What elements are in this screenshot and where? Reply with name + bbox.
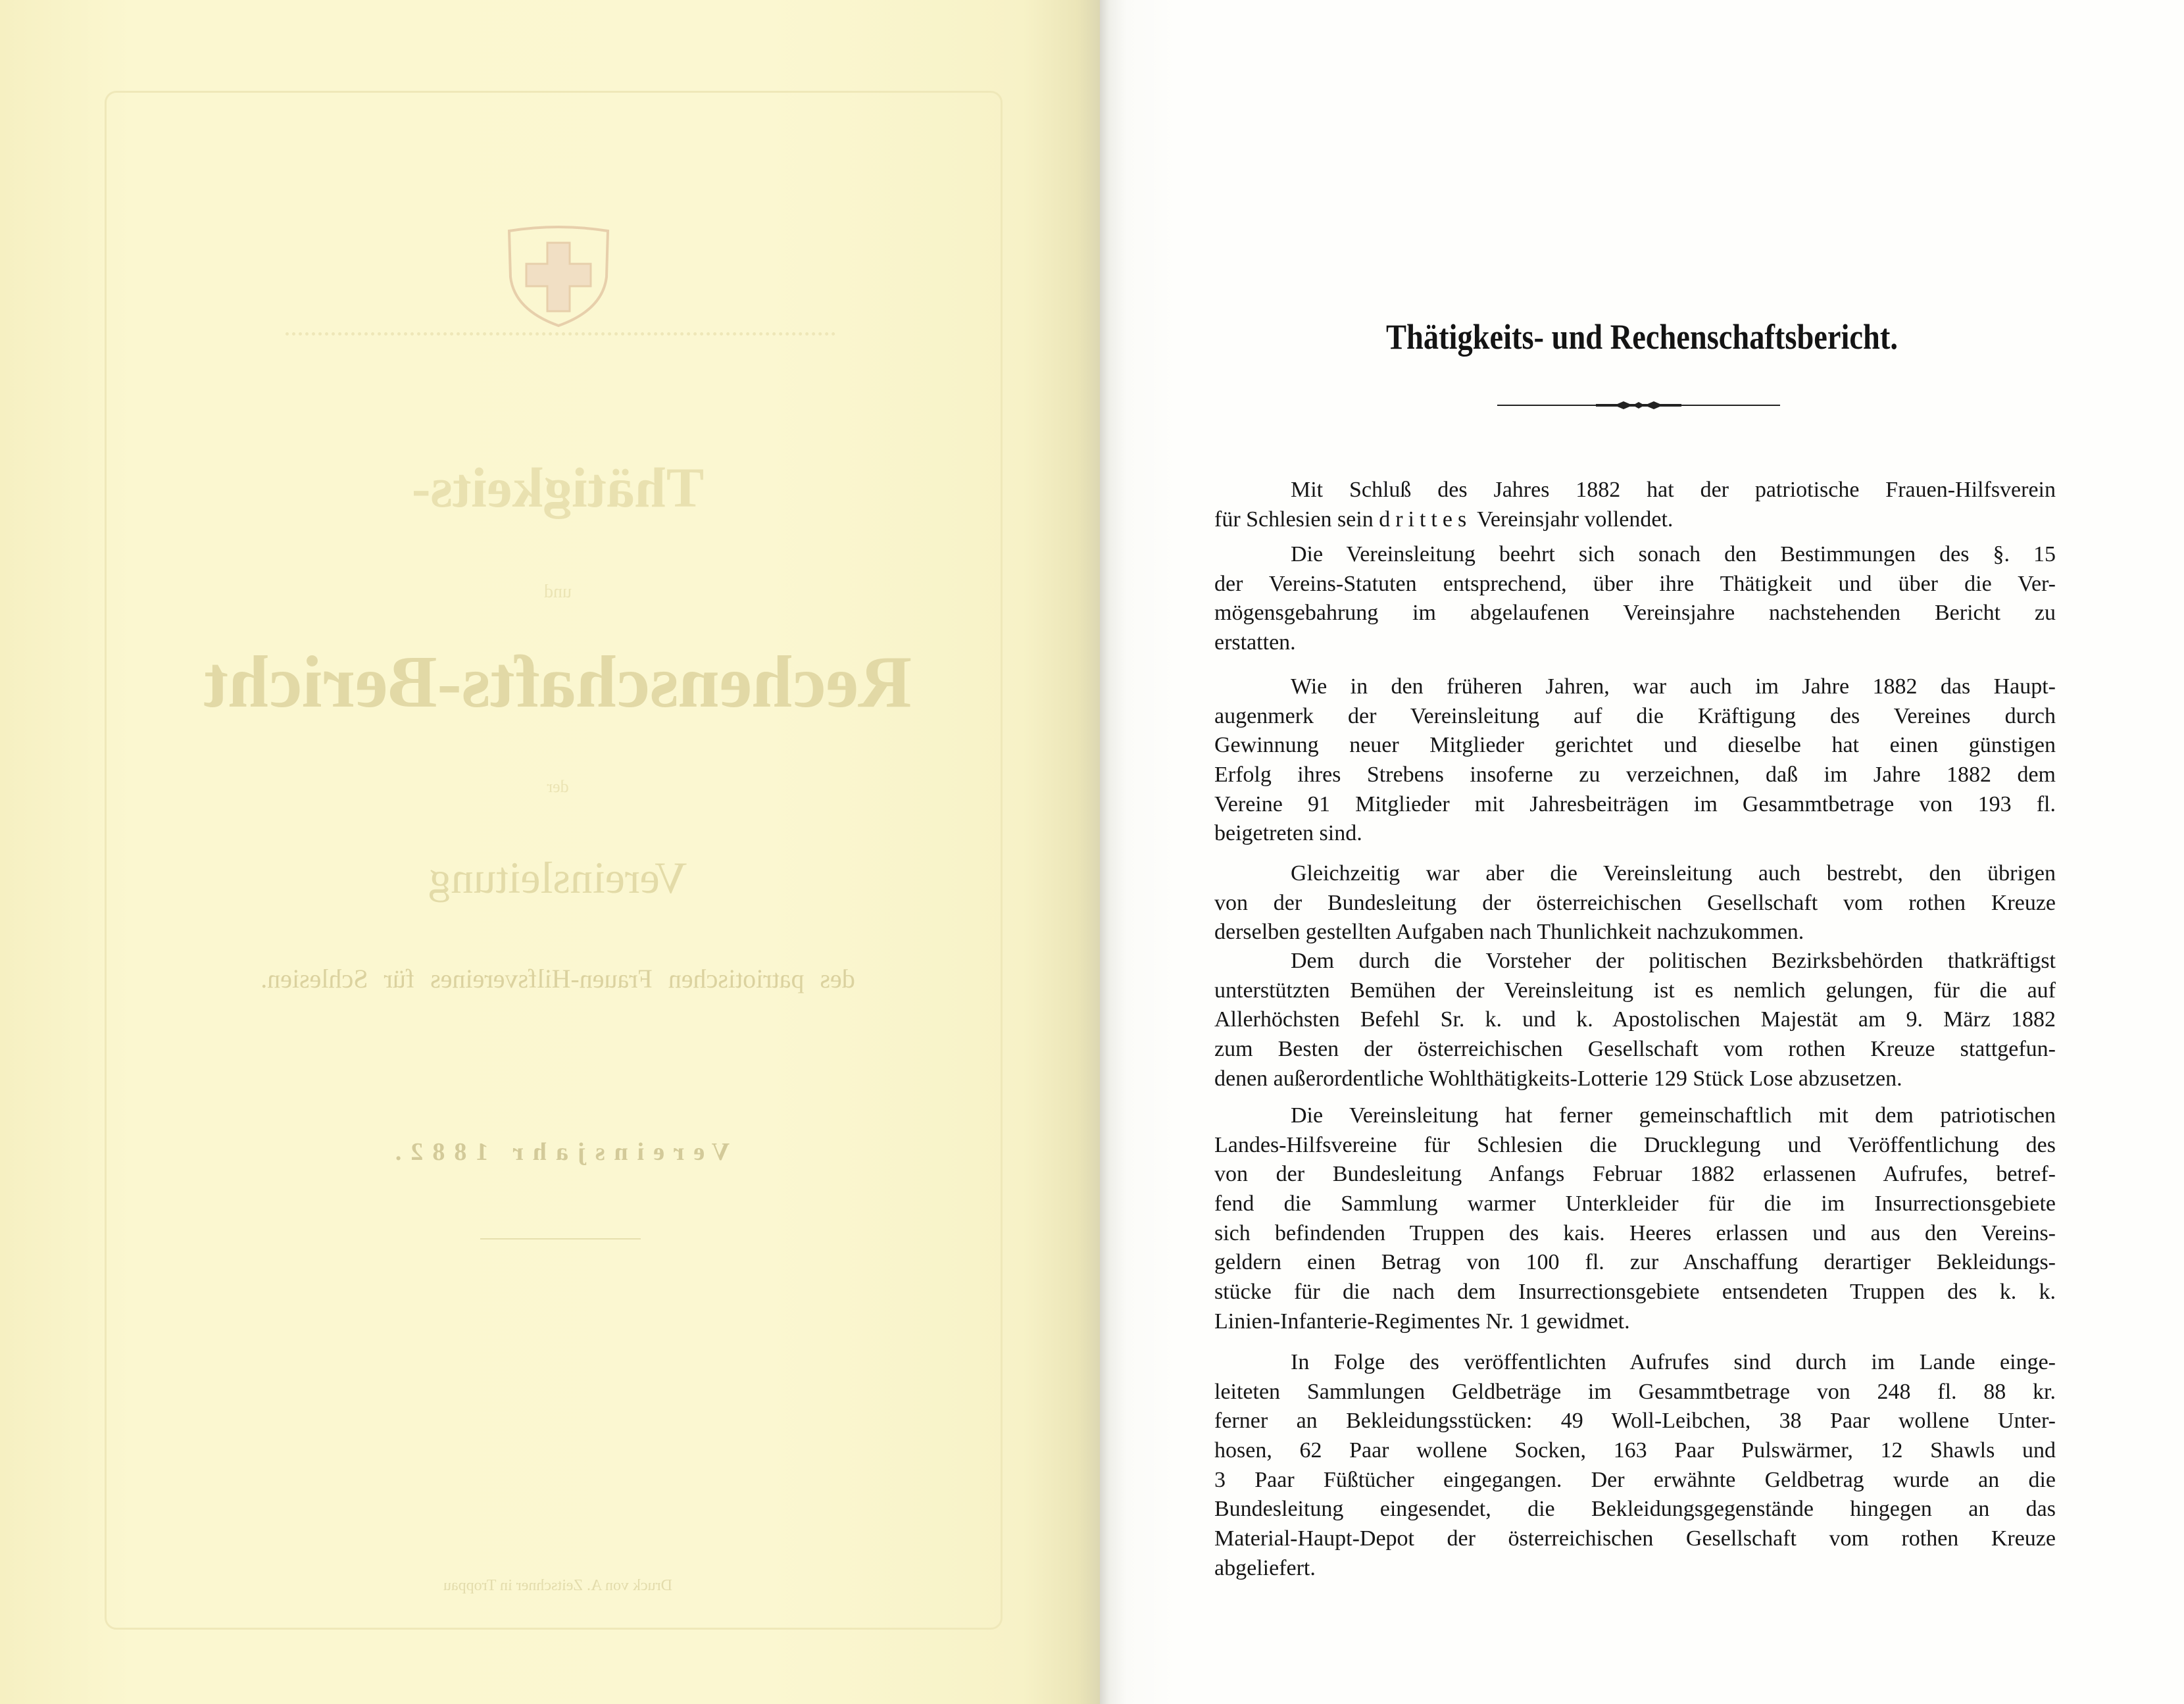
- faint-dotted-rule: [285, 332, 835, 336]
- text-line: derselben gestellten Aufgaben nach Thunlichkeit nachzukommen.: [1214, 920, 1804, 945]
- text-line: leiteten Sammlungen Geldbeträge im Gesammtbetrage von 248 fl. 88 kr.: [1214, 1379, 2056, 1404]
- text-line: fend die Sammlung warmer Unterkleider für die im Insurrectionsgebiete: [1214, 1191, 2056, 1216]
- page-title: Thätigkeits- und Rechenschaftsbericht.: [1386, 317, 1898, 357]
- text-line: sich befindenden Truppen des kais. Heeres erlassen und aus den Vereins-: [1214, 1220, 2056, 1245]
- text-line: augenmerk der Vereinsleitung auf die Kräftigung des Vereines durch: [1214, 703, 2056, 728]
- text-line: Landes-Hilfsvereine für Schlesien die Drucklegung und Veröffentlichung des: [1214, 1132, 2056, 1157]
- text-line: Dem durch die Vorsteher der politischen Bezirksbehörden thatkräftigst: [1291, 949, 2056, 973]
- text-line: Gewinnung neuer Mitglieder gerichtet und dieselbe hat einen günstigen: [1214, 733, 2056, 758]
- text-line: geldern einen Betrag von 100 fl. zur Anschaffung derartiger Bekleidungs-: [1214, 1250, 2056, 1275]
- showthrough-line-vereinsjahr: Vereinsjahr 1882.: [385, 1138, 730, 1166]
- text-line: Die Vereinsleitung beehrt sich sonach den Bestimmungen des §. 15: [1291, 542, 2056, 566]
- text-line: erstatten.: [1214, 630, 1296, 655]
- text-line: Material-Haupt-Depot der österreichischen Gesellschaft vom rothen Kreuze: [1214, 1526, 2056, 1551]
- text-line: stücke für die nach dem Insurrectionsgebiete entsendeten Truppen des k. k.: [1214, 1280, 2056, 1305]
- text-line: hosen, 62 Paar wollene Socken, 163 Paar Pulswärmer, 12 Shawls und: [1214, 1438, 2056, 1463]
- paragraph-5: [1214, 947, 2056, 1093]
- emphasized-word: drittes: [1379, 507, 1472, 532]
- showthrough-imprint: Druck von A. Zeitschner in Troppau: [443, 1577, 672, 1594]
- text-line: denen außerordentliche Wohlthätigkeits-Lotterie 129 Stück Lose abzusetzen.: [1214, 1066, 1902, 1091]
- showthrough-line-bericht: Rechenschafts-Bericht: [203, 641, 912, 723]
- text-line: Mit Schluß des Jahres 1882 hat der patriotische Frauen-Hilfsverein: [1291, 478, 2056, 502]
- showthrough-line-der: der: [547, 777, 569, 796]
- text-line: der Vereins-Statuten entsprechend, über ihre Thätigkeit und über die Ver-: [1214, 571, 2056, 596]
- text-line: abgeliefert.: [1214, 1555, 1316, 1580]
- text-line: Linien-Infanterie-Regimentes Nr. 1 gewidmet.: [1214, 1309, 1630, 1334]
- text-segment: für Schlesien sein: [1214, 507, 1379, 532]
- text-line: Gleichzeitig war aber die Vereinsleitung auch bestrebt, den übrigen: [1291, 861, 2056, 886]
- paragraph-6: [1214, 1101, 2056, 1337]
- right-page-text: [1100, 0, 2184, 1704]
- cross-shape: [526, 243, 591, 311]
- paragraph-3: [1214, 672, 2056, 849]
- text-line: ferner an Bekleidungsstücken: 49 Woll-Leibchen, 38 Paar wollene Unter-: [1214, 1409, 2056, 1434]
- paragraph-7: [1214, 1348, 2056, 1584]
- text-line: [1214, 505, 2056, 535]
- text-line: Die Vereinsleitung hat ferner gemeinschaftlich mit dem patriotischen: [1291, 1103, 2056, 1128]
- text-line: zum Besten der österreichischen Gesellschaft vom rothen Kreuze stattgefun-: [1214, 1037, 2056, 1062]
- text-line: Vereine 91 Mitglieder mit Jahresbeiträgen im Gesammtbetrage von 193 fl.: [1214, 791, 2056, 816]
- text-line: Allerhöchsten Befehl Sr. k. und k. Apostolischen Majestät am 9. März 1882: [1214, 1007, 2056, 1032]
- text-line: von der Bundesleitung Anfangs Februar 1882 erlassenen Aufrufes, betref-: [1214, 1162, 2056, 1187]
- showthrough-line-vereinsleitung: Vereinsleitung: [428, 853, 687, 903]
- showthrough-line-title: Thätigkeits-: [411, 456, 705, 519]
- text-line: In Folge des veröffentlichten Aufrufes sind durch im Lande einge-: [1291, 1350, 2056, 1374]
- showthrough-line-und: und: [544, 582, 572, 602]
- paragraph-1: [1214, 476, 2056, 534]
- text-line: unterstützten Bemühen der Vereinsleitung ist es nemlich gelungen, für die auf: [1214, 978, 2056, 1003]
- text-line: Bundesleitung eingesendet, die Bekleidungsgegenstände hingegen an das: [1214, 1497, 2056, 1522]
- text-line: Erfolg ihres Strebens insoferne zu verzeichnen, daß im Jahre 1882 dem: [1214, 763, 2056, 788]
- showthrough-line-verein-name: des patriotischen Frauen-Hilfsvereines für Schlesien.: [261, 964, 855, 993]
- text-line: beigetreten sind.: [1214, 821, 1362, 846]
- text-line: Wie in den früheren Jahren, war auch im Jahre 1882 das Haupt-: [1291, 674, 2056, 699]
- text-line: 3 Paar Füßtücher eingegangen. Der erwähnte Geldbetrag wurde an die: [1214, 1467, 2056, 1492]
- text-line: von der Bundesleitung der österreichischen Gesellschaft vom rothen Kreuze: [1214, 890, 2056, 915]
- title-ornament-rule: [1497, 397, 1780, 413]
- paragraph-2: [1214, 540, 2056, 658]
- paragraph-4: [1214, 859, 2056, 947]
- showthrough-short-rule: [480, 1238, 641, 1240]
- text-segment: Vereinsjahr vollendet.: [1472, 507, 1674, 532]
- red-cross-shield-icon: [504, 223, 613, 328]
- text-line: mögensgebahrung im abgelaufenen Vereinsjahre nachstehenden Bericht zu: [1214, 601, 2056, 626]
